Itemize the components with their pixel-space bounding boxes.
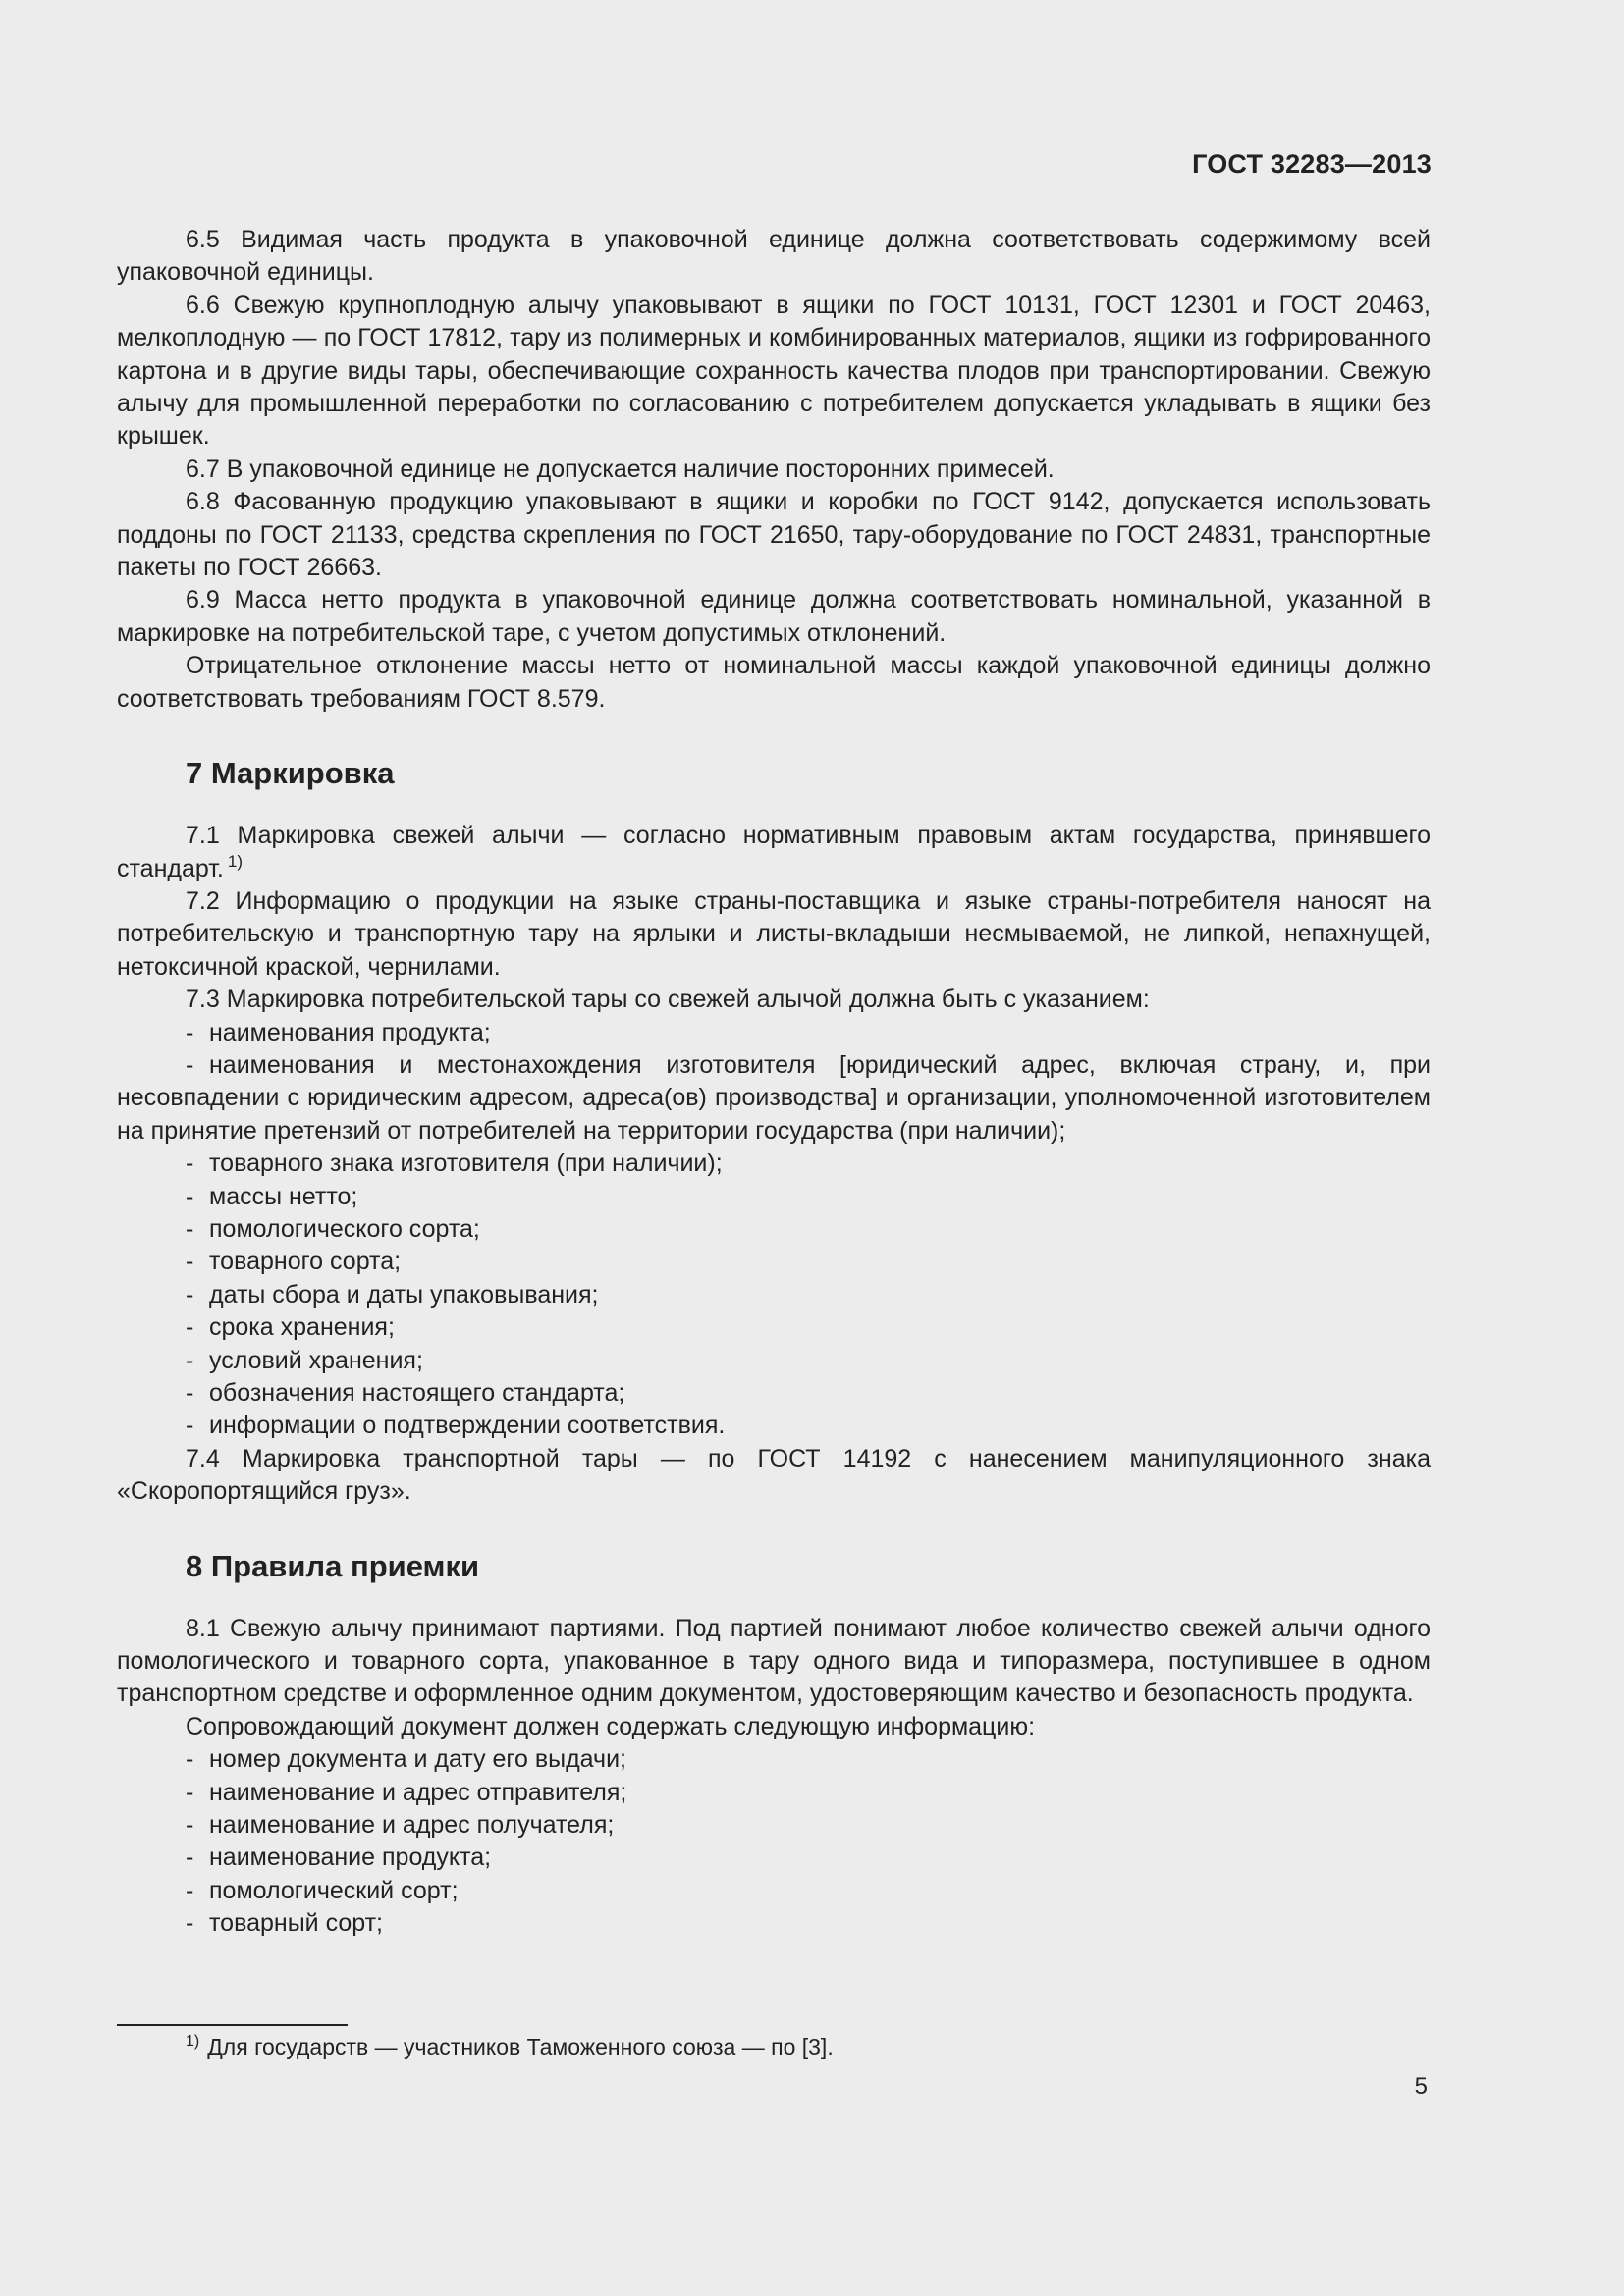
list-dash: - xyxy=(186,1313,194,1342)
list-dash: - xyxy=(186,1379,194,1407)
list-item: - обозначения настоящего стандарта; xyxy=(117,1377,1431,1410)
list-item: - срока хранения; xyxy=(117,1311,1431,1344)
list-item: - наименование и адрес получателя; xyxy=(117,1809,1431,1842)
list-item: - помологический сорт; xyxy=(117,1875,1431,1907)
list-item: - товарного знака изготовителя (при наличии); xyxy=(117,1148,1431,1180)
paragraph-7-1-text: 7.1 Маркировка свежей алычи — согласно нормативным правовым актам государства, принявшего стандарт. xyxy=(117,822,1431,882)
list-item: - информации о подтверждении соответствия. xyxy=(117,1410,1431,1442)
footnote-mark: 1) xyxy=(186,2033,200,2050)
paragraph-6-6: 6.6 Свежую крупноплодную алычу упаковывают в ящики по ГОСТ 10131, ГОСТ 12301 и ГОСТ 20463, мелкоплодную — по ГОСТ 17812, тару из полимерных и комбинированных материалов, ящики из гофрированного картона и в другие виды тары, обеспечивающие сохранность качества плодов при транспортировании. Свежую алычу для промышленной переработки по согласованию с потребителем допускается укладывать в ящики без крышек. xyxy=(117,291,1431,451)
list-dash: - xyxy=(186,1745,194,1774)
footnote xyxy=(186,2032,834,2061)
list-dash: - xyxy=(186,1050,194,1079)
marking-requirements-list xyxy=(117,1017,1431,1443)
list-dash: - xyxy=(186,1346,194,1374)
page-body xyxy=(117,224,1431,1941)
list-item: - товарного сорта; xyxy=(117,1246,1431,1278)
list-item: - наименование продукта; xyxy=(117,1842,1431,1874)
list-dash: - xyxy=(186,1843,194,1872)
list-dash: - xyxy=(186,1149,194,1178)
list-item: - помологического сорта; xyxy=(117,1213,1431,1246)
list-dash: - xyxy=(186,1876,194,1904)
paragraph-6-9-negative-deviation: Отрицательное отклонение массы нетто от номинальной массы каждой упаковочной единицы должно соответствовать требованиям ГОСТ 8.579. xyxy=(117,652,1431,713)
list-dash: - xyxy=(186,1811,194,1840)
list-item: - даты сбора и даты упаковывания; xyxy=(117,1279,1431,1311)
document-code-header: ГОСТ 32283—2013 xyxy=(1192,149,1432,179)
list-item: - наименование и адрес отправителя; xyxy=(117,1777,1431,1809)
list-dash: - xyxy=(186,1214,194,1243)
list-dash: - xyxy=(186,1412,194,1440)
footnote-reference-mark[interactable]: 1) xyxy=(227,851,243,871)
paragraph-8-1-accompanying-document: Сопровождающий документ должен содержать следующую информацию: xyxy=(186,1712,1036,1740)
list-dash: - xyxy=(186,1018,194,1046)
page-number: 5 xyxy=(1414,2073,1428,2100)
section-8-heading: 8 Правила приемки xyxy=(186,1548,480,1583)
section-7-heading: 7 Маркировка xyxy=(186,756,395,791)
paragraph-6-5: 6.5 Видимая часть продукта в упаковочной единице должна соответствовать содержимому всей упаковочной единицы. xyxy=(117,226,1431,287)
paragraph-7-3: 7.3 Маркировка потребительской тары со свежей алычой должна быть с указанием: xyxy=(186,986,1150,1014)
list-dash: - xyxy=(186,1248,194,1276)
list-dash: - xyxy=(186,1182,194,1210)
paragraph-7-4: 7.4 Маркировка транспортной тары — по ГОСТ 14192 с нанесением манипуляционного знака «Скоропортящийся груз». xyxy=(117,1444,1431,1506)
list-dash: - xyxy=(186,1909,194,1938)
paragraph-8-1: 8.1 Свежую алычу принимают партиями. Под партией понимают любое количество свежей алычи одного помологического и товарного сорта, упакованное в тару одного вида и типоразмера, поступившее в одном транспортном средстве и оформленное одним документом, удостоверяющим качество и безопасность продукта. xyxy=(117,1614,1431,1708)
footnote-divider xyxy=(117,2024,348,2026)
list-dash: - xyxy=(186,1280,194,1308)
footnote-text: Для государств — участников Таможенного союза — по [3]. xyxy=(207,2034,834,2059)
list-item: - наименования продукта; xyxy=(117,1017,1431,1049)
paragraph-6-7: 6.7 В упаковочной единице не допускается наличие посторонних примесей. xyxy=(186,454,1055,483)
accompanying-document-list xyxy=(117,1743,1431,1940)
list-item: - массы нетто; xyxy=(117,1181,1431,1213)
list-item: - условий хранения; xyxy=(117,1345,1431,1377)
paragraph-6-8: 6.8 Фасованную продукцию упаковывают в ящики и коробки по ГОСТ 9142, допускается использовать поддоны по ГОСТ 21133, средства скрепления по ГОСТ 21650, тару-оборудование по ГОСТ 24831, транспортные пакеты по ГОСТ 26663. xyxy=(117,488,1431,582)
paragraph-7-1 xyxy=(117,820,1431,885)
paragraph-6-9: 6.9 Масса нетто продукта в упаковочной единице должна соответствовать номинальной, указанной в маркировке на потребительской таре, с учетом допустимых отклонений. xyxy=(117,586,1431,647)
list-item: - товарный сорт; xyxy=(117,1907,1431,1940)
paragraph-7-2: 7.2 Информацию о продукции на языке страны-поставщика и языке страны-потребителя наносят на потребительскую и транспортную тару на ярлыки и листы-вкладыши несмываемой, не липкой, непахнущей, нетоксичной краской, чернилами. xyxy=(117,886,1431,981)
list-item: - номер документа и дату его выдачи; xyxy=(117,1743,1431,1776)
list-dash: - xyxy=(186,1778,194,1806)
list-item: - наименования и местонахождения изготовителя [юридический адрес, включая страну, и, при несовпадении с юридическим адресом, адреса(ов) производства] и организации, уполномоченной изготовителем на принятие претензий от потребителей на территории государства (при наличии); xyxy=(117,1050,1431,1145)
